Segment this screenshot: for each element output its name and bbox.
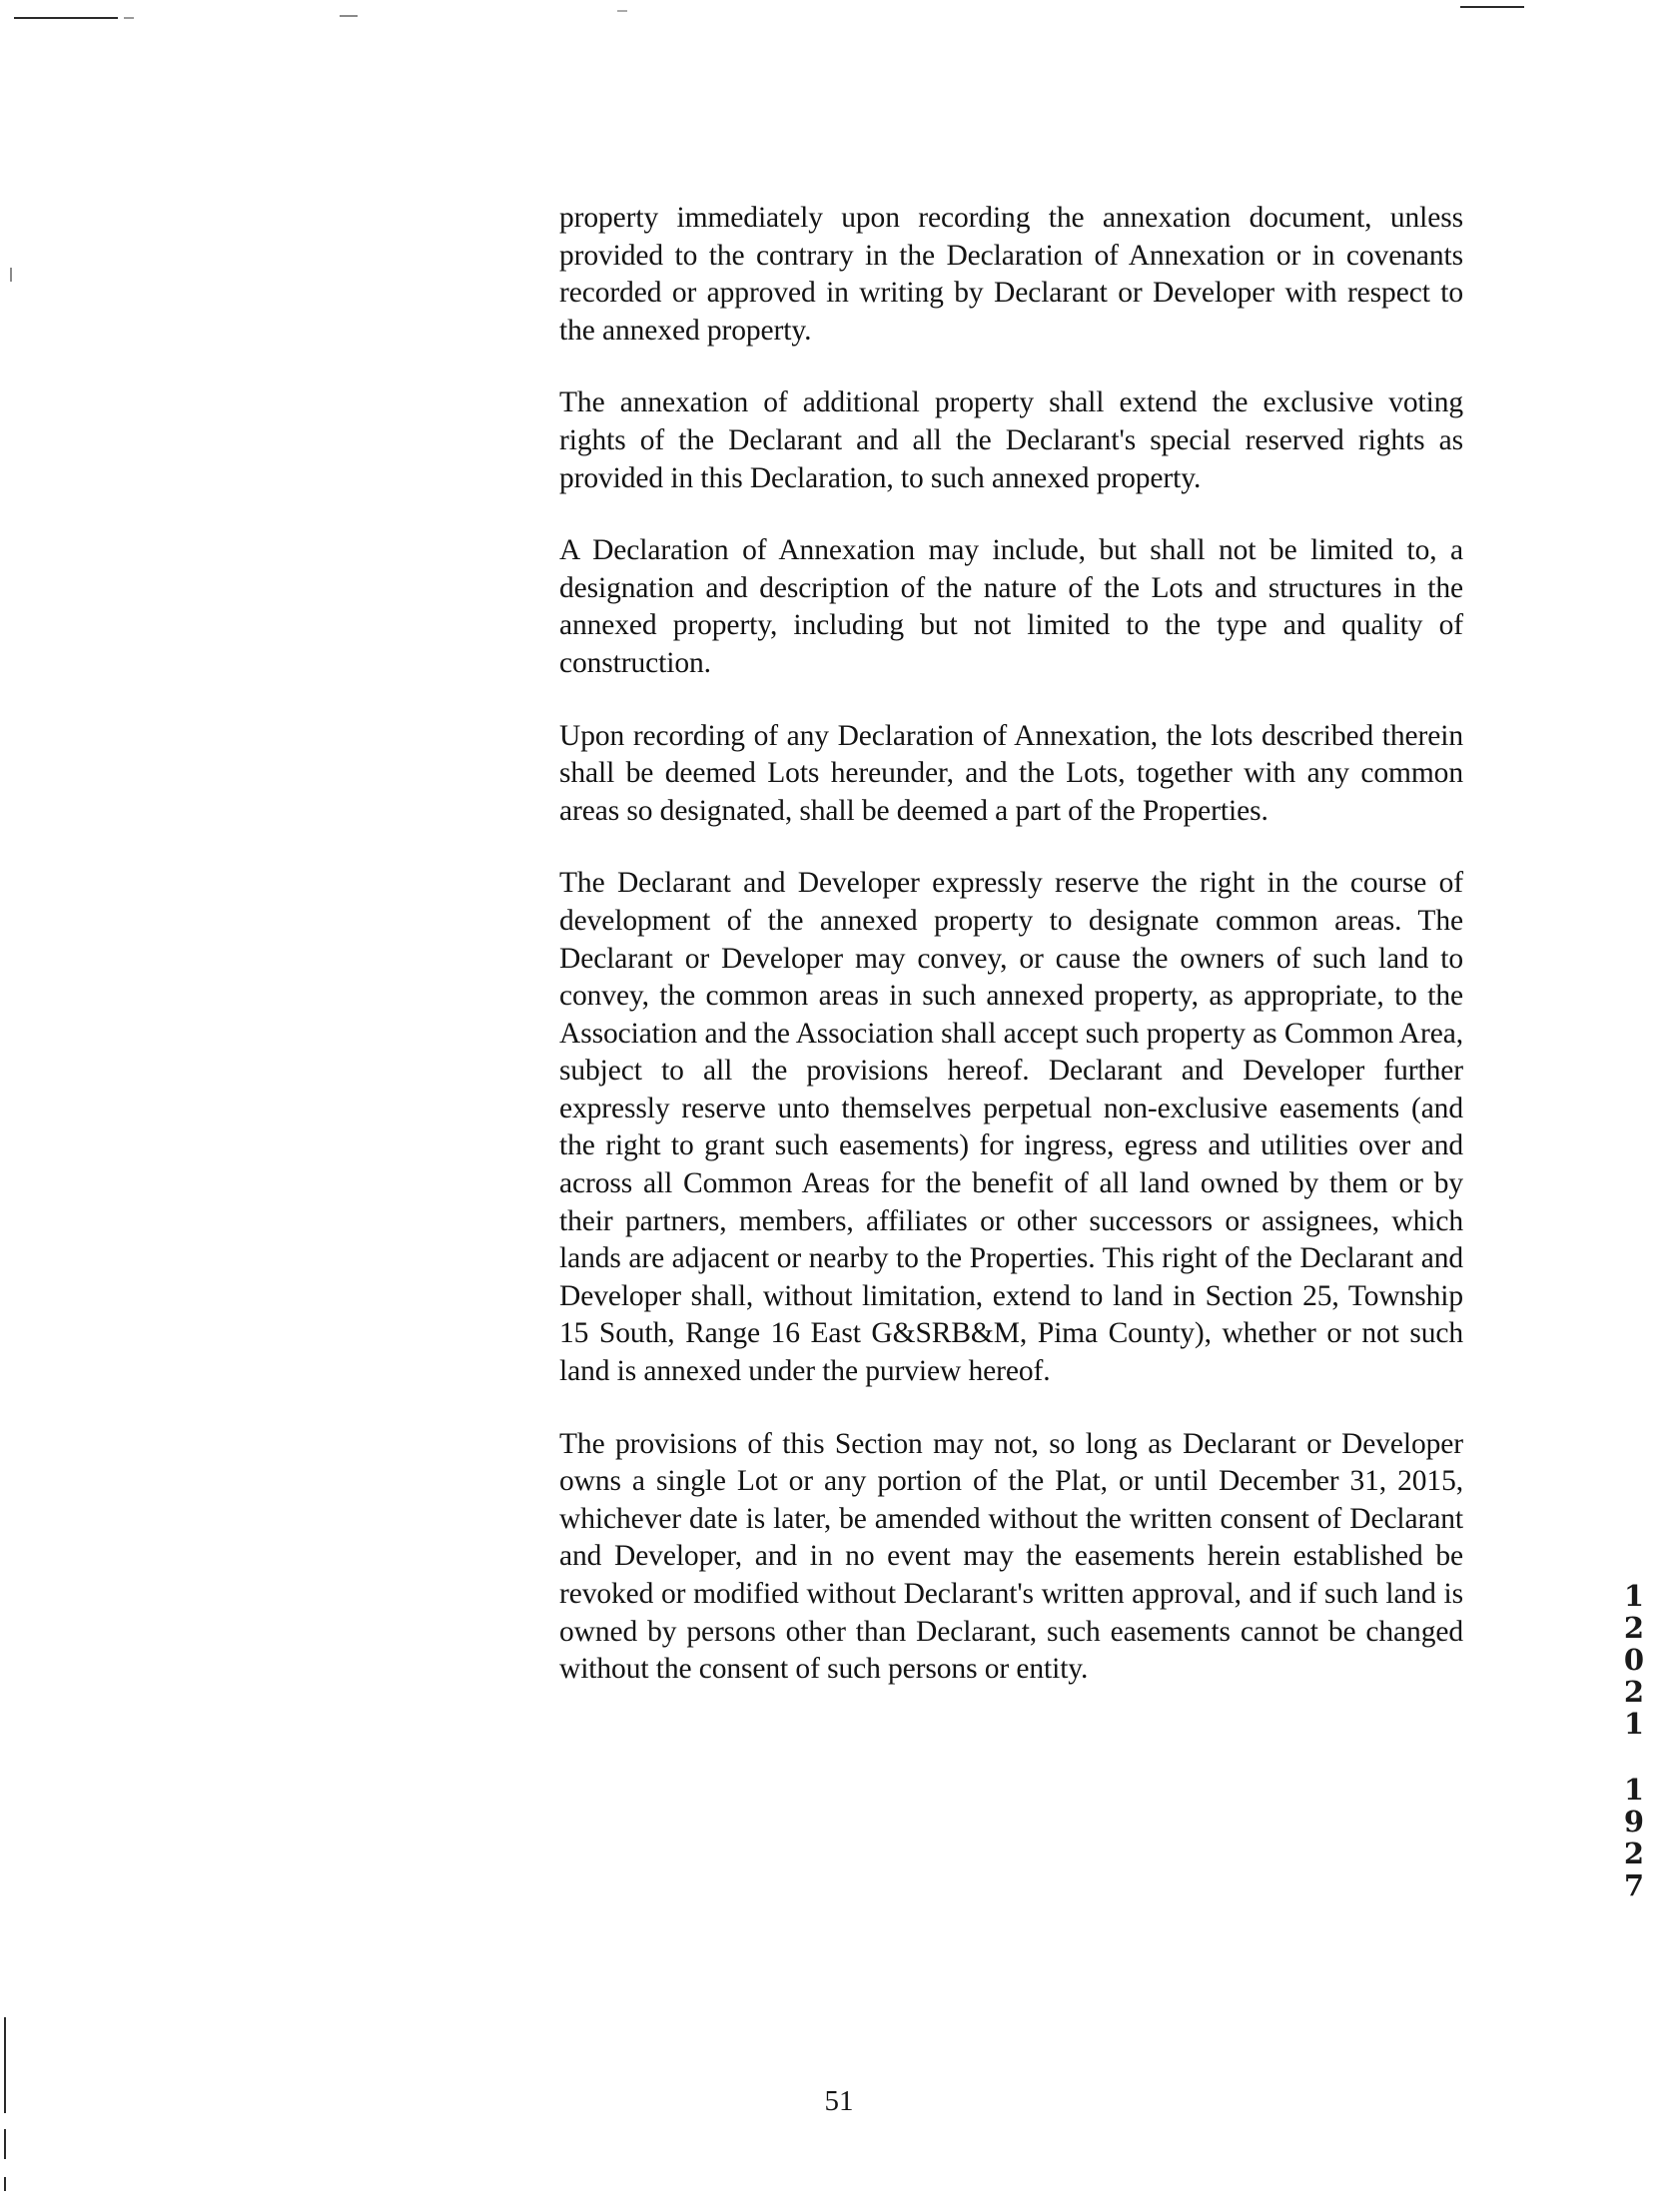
paragraph-3: A Declaration of Annexation may include, but shall not be limited to, a designation and description of the nature of the Lots and structures in the annexed property, including but not limited to the type and quality of construction. — [559, 534, 1463, 679]
paragraph-2: The annexation of additional property shall extend the exclusive voting rights of the Declarant and all the Declarant's special reserved rights as provided in this Declaration, to such annexed property. — [559, 386, 1463, 494]
scan-mark-top-left — [14, 17, 118, 19]
paragraph-1: property immediately upon recording the annexation document, unless provided to the contrary in the Declaration of Annexation or in covenants recorded or approved in writing by Declarant or Developer with respect to the annexed property. — [559, 202, 1463, 347]
scan-mark-top-mid-2 — [617, 10, 627, 12]
recording-stamp — [1616, 1580, 1652, 1901]
stamp-digit: 1 — [1623, 1707, 1645, 1741]
stamp-digit: 1 — [1623, 1773, 1645, 1807]
stamp-digit: 7 — [1623, 1868, 1645, 1902]
scan-mark-left-lower-2 — [4, 2129, 6, 2159]
stamp-digit: 2 — [1623, 1837, 1645, 1870]
scan-mark-left-lower-3 — [4, 2177, 6, 2191]
scan-mark-top-left-dots — [124, 17, 134, 19]
scan-mark-left-upper — [10, 268, 12, 282]
paragraph-6: The provisions of this Section may not, so long as Declarant or Developer owns a single Lot or any portion of the Plat, or until December 31, 2015, whichever date is later, be amended without the written consent of Declarant and Developer, and in no event may the easements herein established be revoked or modified without Declarant's written approval, and if such land is owned by persons other than Declarant, such easements cannot be changed without the consent of such persons or entity. — [559, 1427, 1463, 1686]
scan-mark-top-mid — [340, 15, 358, 17]
paragraph-4: Upon recording of any Declaration of Annexation, the lots described therein shall be deemed Lots hereunder, and the Lots, together with any common areas so designated, shall be deemed a part of the Properties. — [559, 719, 1463, 827]
paragraph-5: The Declarant and Developer expressly reserve the right in the course of development of the annexed property to designate common areas. The Declarant or Developer may convey, or cause the owners of such land to convey, the common areas in such annexed property, as appropriate, to the Association and the Association shall accept such property as Common Area, subject to all the provisions hereof. Declarant and Developer further expressly reserve unto themselves perpetual non-exclusive easements (and the right to grant such easements) for ingress, egress and utilities over and across all Common Areas for the benefit of all land owned by them or by their partners, members, affiliates or other successors or assignees, which lands are adjacent or nearby to the Properties. This right of the Declarant and Developer shall, without limitation, extend to land in Section 25, Township 15 South, Range 16 East G&SRB&M, Pima County), whether or not such land is annexed under the purview hereof. — [559, 867, 1463, 1388]
scan-mark-top-right — [1460, 6, 1524, 8]
stamp-digit: 9 — [1623, 1805, 1645, 1839]
stamp-digit: 2 — [1623, 1675, 1645, 1709]
body-text — [559, 200, 1463, 1724]
page-number: 51 — [824, 2085, 854, 2117]
stamp-digit: 2 — [1623, 1611, 1645, 1645]
stamp-digit: 1 — [1623, 1579, 1645, 1613]
stamp-digit: 0 — [1623, 1643, 1645, 1677]
